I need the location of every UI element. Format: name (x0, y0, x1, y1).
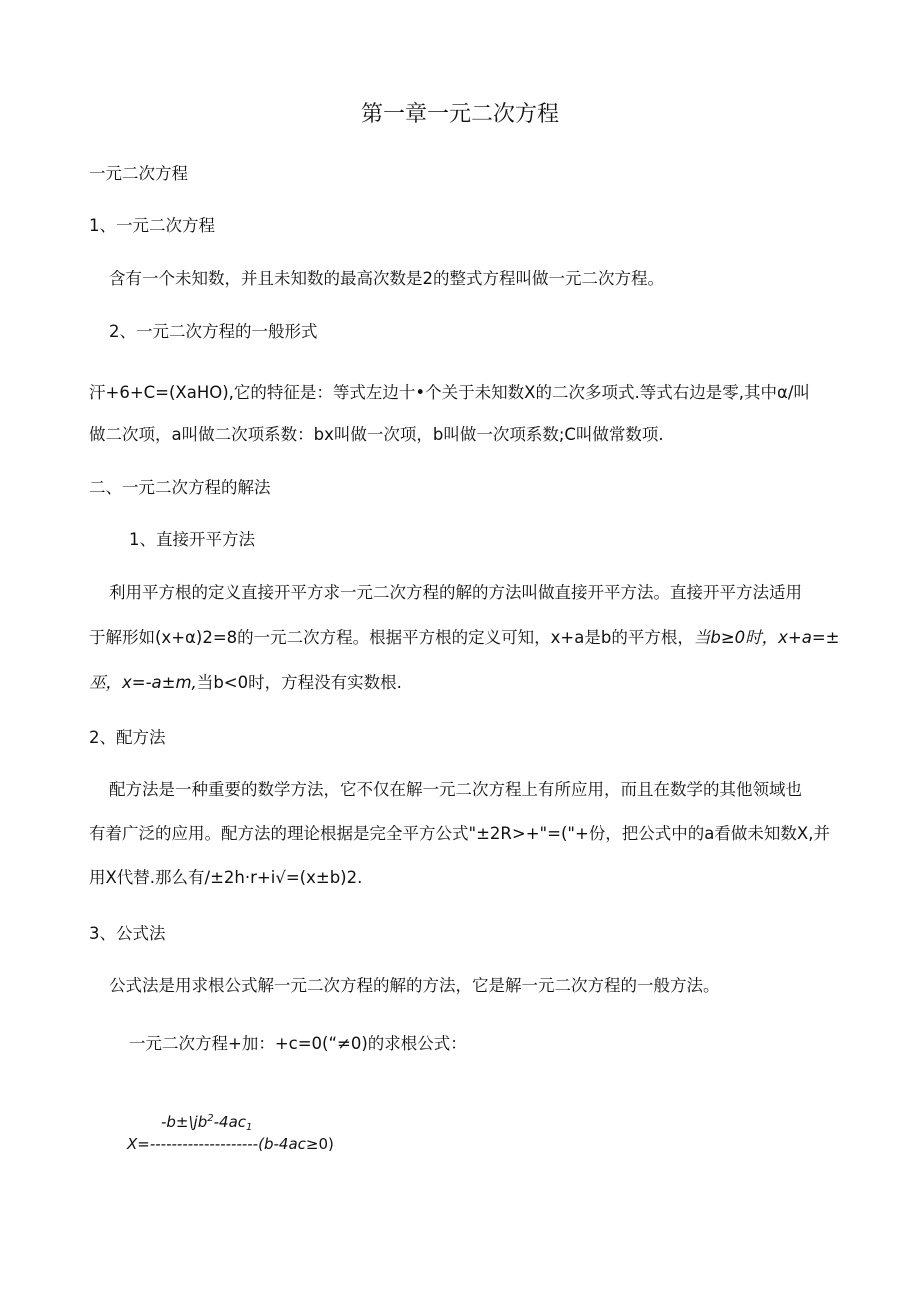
paragraph-sqrt-line-3 (89, 671, 402, 695)
formula-line (127, 1132, 334, 1156)
paragraph-root-formula-intro: 一元二次方程+加：+c=0(“≠0)的求根公式： (129, 1034, 467, 1053)
paragraph-sqrt-line-3-italic: 巫，x=-a±m, (89, 673, 197, 692)
paragraph-completing-square-line-3: 用X代替.那么有/±2h·r+i√=(x±b)2. (89, 868, 363, 887)
paragraph-general-form-line-2: 做二次项，a叫做二次项系数：bx叫做一次项，b叫做一次项系数;C叫做常数项. (89, 425, 664, 444)
paragraph-general-form-line-1: 汗+6+C=(XaHO),它的特征是：等式左边十•个关于未知数X的二次多项式.等式右边是零,其中α/叫 (89, 383, 810, 402)
paragraph-definition: 含有一个未知数，并且未知数的最高次数是2的整式方程叫做一元二次方程。 (109, 269, 664, 288)
paragraph-sqrt-line-3-text: 当b<0时，方程没有实数根. (196, 673, 402, 692)
paragraph-sqrt-line-2 (89, 626, 840, 650)
paragraph-sqrt-line-2-italic: 当b≥0时，x+a=± (693, 628, 840, 647)
formula-numerator-sup: 2 (207, 1113, 214, 1124)
subheading-4: 2、配方法 (89, 728, 166, 747)
paragraph-formula-method: 公式法是用求根公式解一元二次方程的解的方法，它是解一元二次方程的一般方法。 (109, 976, 720, 995)
formula-numerator-sub: 1 (246, 1122, 253, 1133)
formula-left: X=-------------------- (127, 1135, 259, 1153)
subheading-2: 2、一元二次方程的一般形式 (109, 322, 318, 341)
paragraph-sqrt-line-1: 利用平方根的定义直接开平方求一元二次方程的解的方法叫做直接开平方法。直接开平方法适用 (109, 583, 802, 602)
paragraph-completing-square-line-2: 有着广泛的应用。配方法的理论根据是完全平方公式"±2R>+"=("+份，把公式中的a看做未知数X,并 (89, 824, 830, 843)
formula-condition-italic: (b-4ac (258, 1135, 306, 1153)
subheading-5: 3、公式法 (89, 924, 166, 943)
page-title: 第一章一元二次方程 (360, 102, 559, 127)
subheading-3: 1、直接开平方法 (129, 530, 255, 549)
formula-numerator-a: -b±\jb (161, 1113, 208, 1131)
section-heading-1: 一元二次方程 (89, 164, 188, 183)
section-heading-2: 二、一元二次方程的解法 (89, 478, 271, 497)
paragraph-completing-square-line-1: 配方法是一种重要的数学方法，它不仅在解一元二次方程上有所应用，而且在数学的其他领域也 (109, 780, 802, 799)
subheading-1: 1、一元二次方程 (89, 216, 215, 235)
paragraph-sqrt-line-2-text: 于解形如(x+α)2=8的一元二次方程。根据平方根的定义可知，x+a是b的平方根， (89, 628, 694, 647)
formula-numerator-b: -4ac (213, 1113, 247, 1131)
formula-condition-rest: ≥0) (305, 1135, 334, 1153)
